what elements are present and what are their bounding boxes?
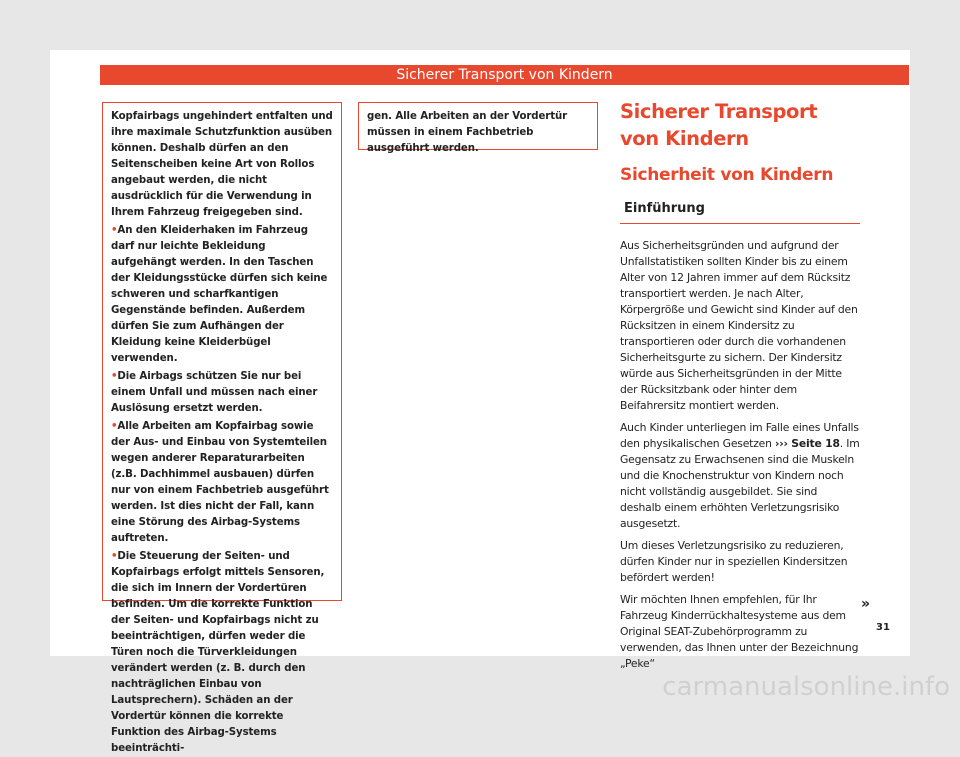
warning-bullet: • Die Airbags schützen Sie nur bei einem Unfall und müssen nach einer Auslösung ersetzt werden. <box>111 369 333 417</box>
page-header <box>100 65 909 85</box>
warning-bullet: • An den Kleiderhaken im Fahrzeug darf nur leichte Bekleidung aufgehängt werden. In den Taschen der Kleidungsstücke dürfen sich keine schweren und scharfkantigen Gegenstände befinden. Außerdem dürfen Sie zum Aufhängen der Kleidung keine Kleiderbügel verwenden. <box>111 223 333 367</box>
topic-heading: Einführung <box>620 200 860 224</box>
cross-reference-chevron-icon: ››› <box>774 437 788 450</box>
warning-intro: Kopfairbags ungehindert entfalten und ihre maximale Schutzfunktion ausüben können. Deshalb dürfen an den Seitenscheiben keine Art von Rollos angebaut werden, die nicht ausdrücklich für die Verwendung in Ihrem Fahrzeug freigegeben sind. <box>111 111 333 218</box>
warning-bullet: • Die Steuerung der Seiten- und Kopfairbags erfolgt mittels Sensoren, die sich im Innern der Vordertüren befinden. Um die korrekte Funktion der Seiten- und Kopfairbags nicht zu beeinträchtigen, dürfen weder die Türen noch die Türverkleidungen verändert werden (z. B. durch den nachträglichen Einbau von Lautsprechern). Schäden an der Vordertür können die korrekte Funktion des Airbag-Systems beeinträchti- <box>111 549 333 757</box>
warning-continued-text: gen. Alle Arbeiten an der Vordertür müssen in einem Fachbetrieb ausgeführt werden. <box>367 111 568 154</box>
paragraph: Auch Kinder unterliegen im Falle eines Unfalls den physikalischen Gesetzen ››› Seite 18. Im Gegensatz zu Erwachsenen sind die Muskeln und die Knochenstruktur von Kindern noch nicht vollständig ausgebildet. Sie sind deshalb einem erhöhten Verletzungsrisiko ausgesetzt. <box>620 421 860 530</box>
paragraph: Aus Sicherheitsgründen und aufgrund der Unfallstatistiken sollten Kinder bis zu einem Alter von 12 Jahren immer auf dem Rücksitz transportiert werden. Je nach Alter, Körpergröße und Gewicht sind Kinder auf den Rücksitzen in einem Kindersitz zu transportieren oder durch die vorhandenen Sicherheitsgurte zu sichern. Der Kindersitz würde aus Sicherheitsgründen in der Mitte der Rücksitzbank oder hinter dem Beifahrersitz montiert werden. <box>620 239 858 412</box>
warning-box-continued <box>358 102 598 154</box>
watermark: carmanualsonline.info <box>662 672 950 702</box>
paragraph: Um dieses Verletzungsrisiko zu reduzieren, dürfen Kinder nur in speziellen Kindersitzen befördert werden! <box>620 539 848 584</box>
section-title: Sicherer Transport von Kindern <box>620 100 818 150</box>
page-number: 31 <box>876 622 890 633</box>
paragraph: Wir möchten Ihnen empfehlen, für Ihr Fahrzeug Kinderrückhaltesysteme aus dem Original SEAT-Zubehörprogramm zu verwenden, das Ihnen unter der Bezeichnung „Peke“ <box>620 593 859 670</box>
body-text <box>620 238 860 672</box>
warning-box-left <box>102 102 342 754</box>
warning-bullet: • Alle Arbeiten am Kopfairbag sowie der Aus- und Einbau von Systemteilen wegen anderer Reparaturarbeiten (z.B. Dachhimmel ausbauen) dürfen nur von einem Fachbetrieb ausgeführt werden. Ist dies nicht der Fall, kann eine Störung des Airbag-Systems auftreten. <box>111 419 333 547</box>
page-reference-link[interactable]: Seite 18 <box>787 437 840 450</box>
continue-arrow-icon: » <box>861 596 871 612</box>
header-title: Sicherer Transport von Kindern <box>396 67 613 83</box>
subsection-title: Sicherheit von Kindern <box>620 165 834 185</box>
main-column <box>620 98 860 678</box>
